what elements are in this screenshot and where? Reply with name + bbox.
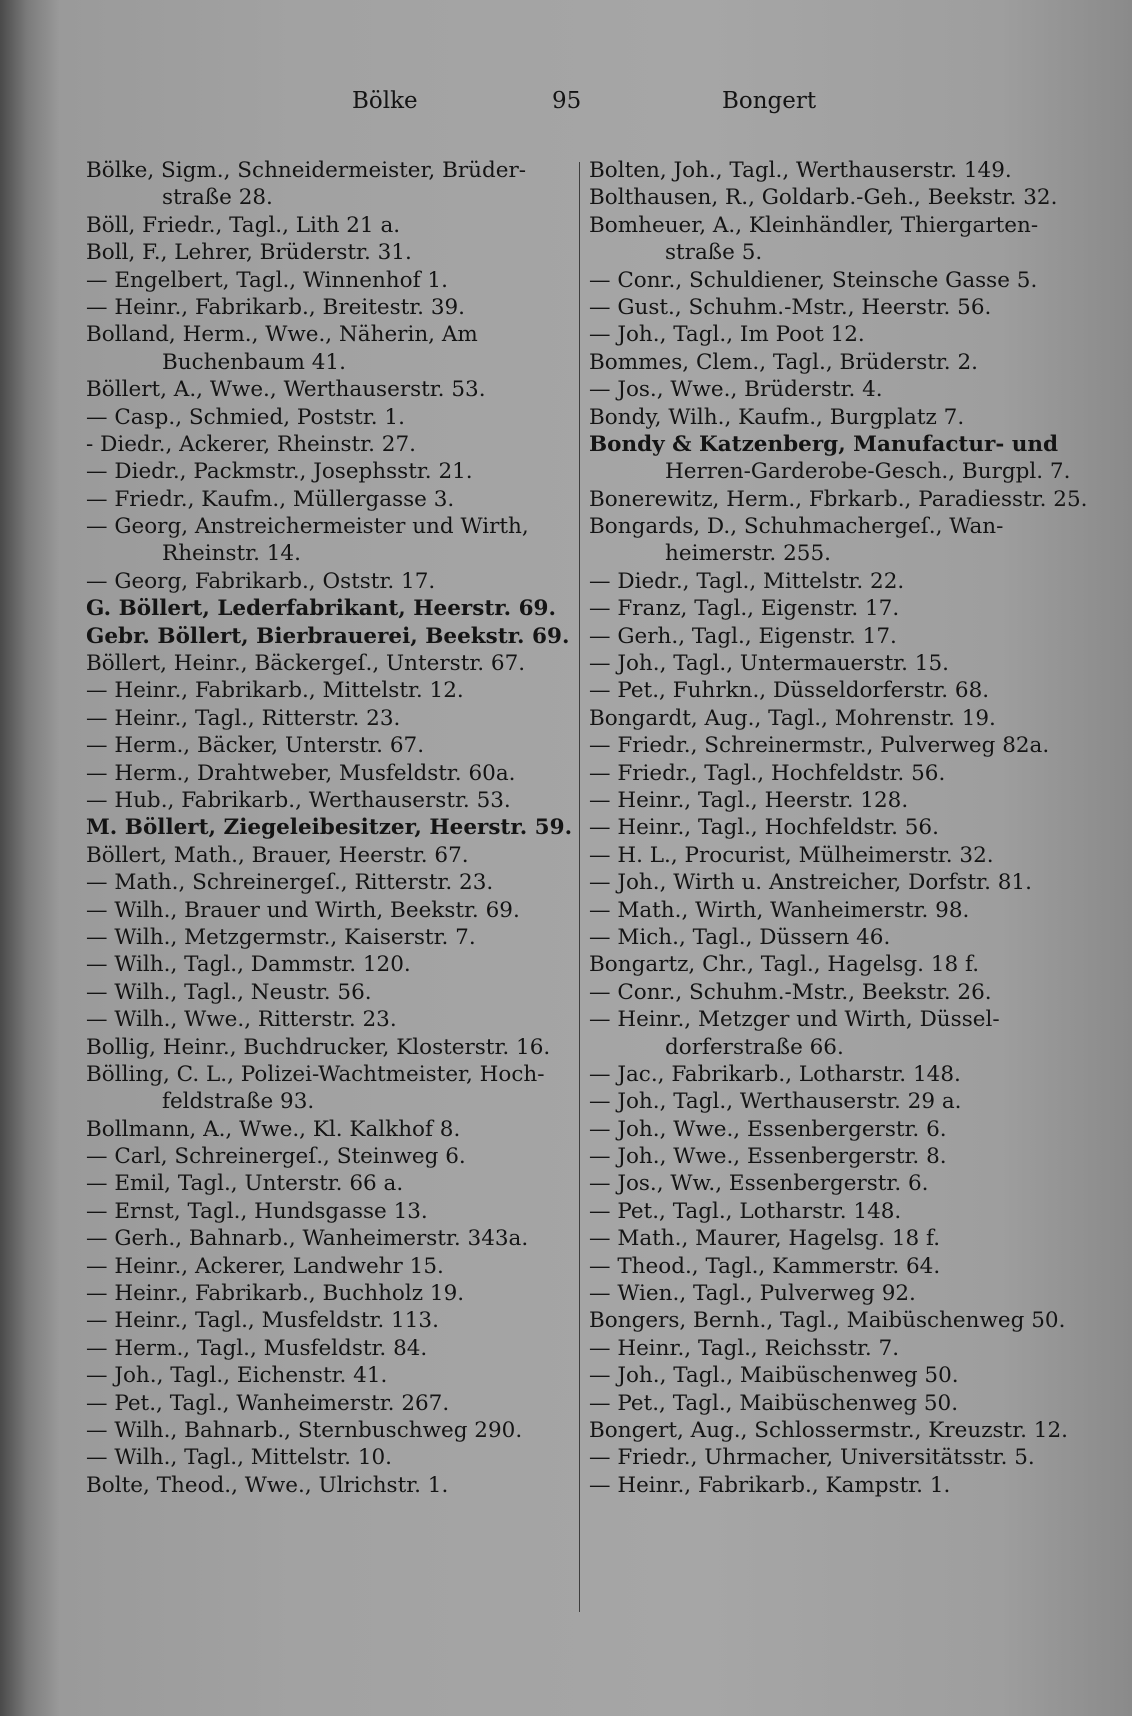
header-right-word: Bongert — [722, 88, 817, 114]
directory-entry: — Hub., Fabrikarb., Werthauserstr. 53. — [86, 787, 511, 813]
directory-entry: Böllert, Heinr., Bäckergeſ., Unterstr. 67. — [86, 651, 526, 677]
directory-entry: — H. L., Procurist, Mülheimerstr. 32. — [589, 842, 994, 868]
directory-entry: — Jos., Ww., Essenbergerstr. 6. — [589, 1171, 929, 1197]
right-column — [589, 157, 1094, 1499]
directory-entry: — Gerh., Bahnarb., Wanheimerstr. 343a. — [86, 1226, 529, 1252]
directory-entry: — Carl, Schreinergeſ., Steinweg 6. — [86, 1144, 466, 1170]
directory-entry: Boll, F., Lehrer, Brüderstr. 31. — [86, 240, 412, 266]
directory-entry: — Ernst, Tagl., Hundsgasse 13. — [86, 1198, 428, 1224]
directory-entry: — Diedr., Tagl., Mittelstr. 22. — [589, 568, 905, 594]
directory-entry: — Wilh., Wwe., Ritterstr. 23. — [86, 1007, 397, 1033]
directory-entry: — Friedr., Tagl., Hochfeldstr. 56. — [589, 760, 946, 786]
left-column — [86, 157, 591, 1499]
directory-entry: — Herm., Bäcker, Unterstr. 67. — [86, 733, 425, 759]
directory-entry: — Joh., Tagl., Eichenstr. 41. — [86, 1363, 388, 1389]
directory-entry: Bongers, Bernh., Tagl., Maibüschenweg 50. — [589, 1308, 1066, 1334]
directory-entry: Bollig, Heinr., Buchdrucker, Klosterstr. 16. — [86, 1034, 551, 1060]
directory-entry: — Pet., Fuhrkn., Düsseldorferstr. 68. — [589, 678, 990, 704]
directory-entry: — Herm., Tagl., Musfeldstr. 84. — [86, 1335, 428, 1361]
directory-entry: Bölling, C. L., Polizei-Wachtmeister, Hoch- — [86, 1061, 545, 1087]
page-number: 95 — [552, 88, 582, 114]
directory-entry: — Jos., Wwe., Brüderstr. 4. — [589, 377, 883, 403]
header-left-word: Bölke — [352, 88, 418, 114]
directory-entry: — Wilh., Tagl., Neustr. 56. — [86, 979, 372, 1005]
directory-entry: Bongert, Aug., Schlossermstr., Kreuzstr. 12. — [589, 1417, 1068, 1443]
entry-continuation: Herren-Garderobe-Gesch., Burgpl. 7. — [665, 459, 1071, 485]
directory-entry: — Engelbert, Tagl., Winnenhof 1. — [86, 267, 448, 293]
directory-entry: — Casp., Schmied, Poststr. 1. — [86, 404, 405, 430]
directory-entry: — Herm., Drahtweber, Musfeldstr. 60a. — [86, 760, 516, 786]
directory-entry: — Wilh., Tagl., Dammstr. 120. — [86, 952, 411, 978]
directory-entry: — Math., Schreinergeſ., Ritterstr. 23. — [86, 870, 494, 896]
running-header — [0, 88, 1132, 128]
directory-entry: — Heinr., Tagl., Musfeldstr. 113. — [86, 1308, 439, 1334]
entry-continuation: Buchenbaum 41. — [162, 349, 346, 375]
directory-entry: — Wilh., Metzgermstr., Kaiserstr. 7. — [86, 924, 476, 950]
directory-entry: — Diedr., Packmstr., Josephsstr. 21. — [86, 459, 473, 485]
directory-entry: — Heinr., Tagl., Hochfeldstr. 56. — [589, 815, 939, 841]
directory-entry: G. Böllert, Lederfabrikant, Heerstr. 69. — [86, 596, 556, 622]
directory-entry: Böllert, A., Wwe., Werthauserstr. 53. — [86, 377, 486, 403]
directory-entry: — Joh., Wwe., Essenbergerstr. 6. — [589, 1116, 947, 1142]
entry-continuation: heimerstr. 255. — [665, 541, 831, 567]
directory-entry: — Joh., Tagl., Werthauserstr. 29 a. — [589, 1089, 962, 1115]
directory-entry: — Math., Wirth, Wanheimerstr. 98. — [589, 897, 970, 923]
directory-entry: - Diedr., Ackerer, Rheinstr. 27. — [86, 431, 416, 457]
entry-continuation: straße 5. — [665, 240, 763, 266]
directory-entry: M. Böllert, Ziegeleibesitzer, Heerstr. 59. — [86, 815, 573, 841]
directory-entry: — Emil, Tagl., Unterstr. 66 a. — [86, 1171, 404, 1197]
directory-entry: Bomheuer, A., Kleinhändler, Thiergarten- — [589, 212, 1039, 238]
directory-entry: — Wilh., Brauer und Wirth, Beekstr. 69. — [86, 897, 520, 923]
directory-entry: Bolten, Joh., Tagl., Werthauserstr. 149. — [589, 158, 1012, 183]
directory-entry: — Friedr., Uhrmacher, Universitätsstr. 5. — [589, 1445, 1035, 1471]
directory-entry: — Mich., Tagl., Düssern 46. — [589, 924, 891, 950]
directory-entry: — Jac., Fabrikarb., Lotharstr. 148. — [589, 1061, 961, 1087]
directory-entry: Bölke, Sigm., Schneidermeister, Brüder- — [86, 158, 527, 183]
directory-entry: — Heinr., Tagl., Heerstr. 128. — [589, 787, 909, 813]
entry-continuation: straße 28. — [162, 185, 273, 211]
directory-entry: — Joh., Tagl., Untermauerstr. 15. — [589, 651, 949, 677]
directory-entry: — Gerh., Tagl., Eigenstr. 17. — [589, 623, 897, 649]
directory-entry: — Pet., Tagl., Lotharstr. 148. — [589, 1198, 902, 1224]
directory-entry: — Georg, Fabrikarb., Oststr. 17. — [86, 568, 436, 594]
column-divider — [579, 162, 580, 1612]
directory-entry: — Heinr., Fabrikarb., Mittelstr. 12. — [86, 678, 464, 704]
directory-entry: — Theod., Tagl., Kammerstr. 64. — [589, 1253, 941, 1279]
directory-entry: Bondy & Katzenberg, Manufactur- und — [589, 431, 1059, 457]
directory-entry: — Pet., Tagl., Wanheimerstr. 267. — [86, 1390, 450, 1416]
directory-entry: Bongartz, Chr., Tagl., Hagelsg. 18 f. — [589, 952, 980, 978]
directory-entry: — Heinr., Tagl., Reichsstr. 7. — [589, 1335, 900, 1361]
directory-entry: Böll, Friedr., Tagl., Lith 21 a. — [86, 212, 401, 238]
directory-entry: Bollmann, A., Wwe., Kl. Kalkhof 8. — [86, 1116, 461, 1142]
directory-entry: — Heinr., Fabrikarb., Buchholz 19. — [86, 1281, 465, 1307]
directory-entry: — Conr., Schuldiener, Steinsche Gasse 5. — [589, 267, 1038, 293]
directory-entry: — Heinr., Metzger und Wirth, Düssel- — [589, 1007, 1000, 1033]
directory-entry: — Math., Maurer, Hagelsg. 18 f. — [589, 1226, 941, 1252]
directory-entry: — Franz, Tagl., Eigenstr. 17. — [589, 596, 900, 622]
directory-entry: — Pet., Tagl., Maibüschenweg 50. — [589, 1390, 959, 1416]
entry-continuation: Rheinstr. 14. — [162, 541, 301, 567]
directory-entry: — Joh., Wwe., Essenbergerstr. 8. — [589, 1144, 947, 1170]
directory-entry: Bondy, Wilh., Kaufm., Burgplatz 7. — [589, 404, 965, 430]
directory-entry: — Joh., Wirth u. Anstreicher, Dorfstr. 81. — [589, 870, 1032, 896]
directory-entry: Gebr. Böllert, Bierbrauerei, Beekstr. 69. — [86, 623, 570, 649]
entry-continuation: dorferstraße 66. — [665, 1034, 844, 1060]
directory-entry: — Gust., Schuhm.-Mstr., Heerstr. 56. — [589, 294, 992, 320]
directory-entry: Bolthausen, R., Goldarb.-Geh., Beekstr. 32. — [589, 185, 1058, 211]
directory-entry: — Georg, Anstreichermeister und Wirth, — [86, 514, 529, 540]
directory-entry: Bolland, Herm., Wwe., Näherin, Am — [86, 322, 478, 348]
directory-entry: — Wilh., Bahnarb., Sternbuschweg 290. — [86, 1417, 523, 1443]
directory-entry: Bongards, D., Schuhmachergeſ., Wan- — [589, 514, 1004, 540]
directory-entry: — Heinr., Ackerer, Landwehr 15. — [86, 1253, 444, 1279]
directory-entry: — Heinr., Fabrikarb., Kampstr. 1. — [589, 1472, 951, 1498]
directory-entry: — Joh., Tagl., Maibüschenweg 50. — [589, 1363, 959, 1389]
directory-entry: Bongardt, Aug., Tagl., Mohrenstr. 19. — [589, 705, 996, 731]
directory-entry: Bolte, Theod., Wwe., Ulrichstr. 1. — [86, 1472, 449, 1498]
directory-entry: Bonerewitz, Herm., Fbrkarb., Paradiesstr. 25. — [589, 486, 1088, 512]
directory-entry: Bommes, Clem., Tagl., Brüderstr. 2. — [589, 349, 978, 375]
directory-entry: — Heinr., Fabrikarb., Breitestr. 39. — [86, 294, 466, 320]
directory-entry: — Wilh., Tagl., Mittelstr. 10. — [86, 1445, 393, 1471]
directory-entry: — Wien., Tagl., Pulverweg 92. — [589, 1281, 916, 1307]
directory-entry: — Friedr., Kaufm., Müllergasse 3. — [86, 486, 455, 512]
directory-entry: Böllert, Math., Brauer, Heerstr. 67. — [86, 842, 469, 868]
directory-entry: — Friedr., Schreinermstr., Pulverweg 82a. — [589, 733, 1050, 759]
directory-entry: — Conr., Schuhm.-Mstr., Beekstr. 26. — [589, 979, 992, 1005]
directory-entry: — Joh., Tagl., Im Poot 12. — [589, 322, 865, 348]
directory-entry: — Heinr., Tagl., Ritterstr. 23. — [86, 705, 401, 731]
entry-continuation: feldstraße 93. — [162, 1089, 315, 1115]
